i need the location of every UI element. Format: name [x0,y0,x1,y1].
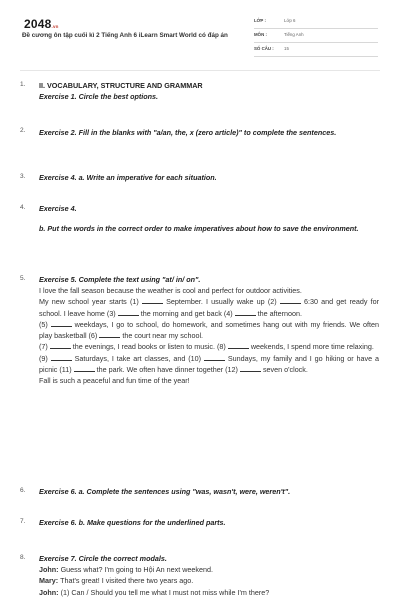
document-title: Đề cương ôn tập cuối kì 2 Tiếng Anh 6 iLearn Smart World có đáp án [22,32,228,39]
exercise-instruction: Exercise 2. Fill in the blanks with "a/an, the, x (zero article)" to complete the sentences. [39,128,337,137]
passage-paragraph [39,353,379,376]
dialogue-line [39,575,379,586]
passage-text: weekends, I spend more time relaxing. [250,342,374,352]
meta-value: Lớp 6 [284,18,296,23]
speaker-name: John: [39,565,59,574]
site-logo[interactable] [24,17,59,31]
passage-text: (5) [39,319,48,329]
passage-text: My new school year starts (1) [39,297,139,307]
section-heading: II. VOCABULARY, STRUCTURE AND GRAMMAR [39,81,203,90]
meta-row-question-count [254,43,378,57]
speaker-name: John: [39,587,59,597]
passage-text: (12) [225,365,238,375]
question-number: 7. [20,518,26,525]
passage-text: September. I usually wake up (2) [166,297,277,307]
exercise-instruction: Exercise 4. a. Write an imperative for each situation. [39,173,217,182]
meta-value: 15 [284,46,289,51]
passage-paragraph [39,319,379,342]
passage-text: the evenings, I read books or listen to music. (8) [72,342,226,352]
logo-tld: .vn [51,24,59,29]
passage-text: (7) [39,342,48,352]
speaker-name: Mary: [39,576,59,586]
question-number: 6. [20,487,26,494]
header-divider [20,70,380,71]
exercise-instruction: Exercise 4. [39,204,77,213]
passage-text: 6:30 and get ready for school. I leave home (3) [39,297,379,318]
passage-text: the court near my school. [122,331,204,341]
blank-11[interactable] [74,365,95,372]
blank-3[interactable] [118,309,139,316]
passage-text: (9) [39,353,48,363]
exercise-instruction: Exercise 5. Complete the text using "at/ in/ on". [39,275,201,284]
question-number: 4. [20,204,26,211]
logo-main: 2048 [24,17,52,31]
question-number: 2. [20,127,26,134]
exercise-instruction: Exercise 6. a. Complete the sentences using "was, wasn't, were, weren't". [39,487,291,496]
passage-text: the morning and get back [140,308,222,318]
passage-paragraph: I love the fall season because the weather is cool and perfect for outdoor activities. [39,286,302,295]
exercise-sub-instruction: b. Put the words in the correct order to make imperatives about how to save the environment. [39,224,359,233]
question-number: 1. [20,81,26,88]
passage-text: Sundays, my family and I go hiking or have a picnic (11) [39,353,380,375]
meta-row-subject [254,29,378,43]
blank-4[interactable] [235,309,256,316]
exercise-instruction: Exercise 1. Circle the best options. [39,92,159,101]
blank-6[interactable] [99,331,120,338]
blank-12[interactable] [240,365,261,372]
question-number: 3. [20,173,26,180]
passage-paragraph: Fall is such a peaceful and fun time of the year! [39,376,190,386]
passage-text: weekdays, I go to school, do homework, and sometimes hang out with my friends. We often play basketball (6) [39,319,380,341]
blank-9[interactable] [51,354,72,361]
dialogue-line [39,587,379,598]
meta-label: MÔN : [254,32,267,37]
document-header [0,0,400,70]
meta-label: SỐ CÂU : [254,46,274,51]
meta-row-class [254,15,378,29]
blank-5[interactable] [51,320,72,327]
passage-text: seven o'clock. [262,365,308,375]
dialogue-text: (1) Can / Should you tell me what I must not miss while I'm there? [60,587,270,597]
passage-paragraph [39,296,379,319]
passage-text: the park. We often have dinner together [96,365,224,375]
blank-10[interactable] [204,354,225,361]
question-number: 5. [20,275,26,282]
passage-text: Saturdays, I take art classes, and (10) [74,353,202,363]
passage-text: (4) [223,308,233,318]
blank-7[interactable] [50,342,71,349]
exercise-instruction: Exercise 6. b. Make questions for the underlined parts. [39,518,226,527]
passage-paragraph [39,341,379,352]
dialogue-line [39,564,379,575]
dialogue-text: That's great! I visited there two years ago. [60,576,194,586]
blank-8[interactable] [228,342,249,349]
blank-1[interactable] [142,297,163,304]
meta-label: LỚP : [254,18,266,23]
blank-2[interactable] [280,297,301,304]
dialogue-text: Guess what? I'm going to Hội An next weekend. [60,565,213,574]
question-number: 8. [20,554,26,561]
exercise-instruction: Exercise 7. Circle the correct modals. [39,554,167,563]
passage-text: the afternoon. [257,308,302,318]
meta-value: Tiếng Anh [284,32,304,37]
